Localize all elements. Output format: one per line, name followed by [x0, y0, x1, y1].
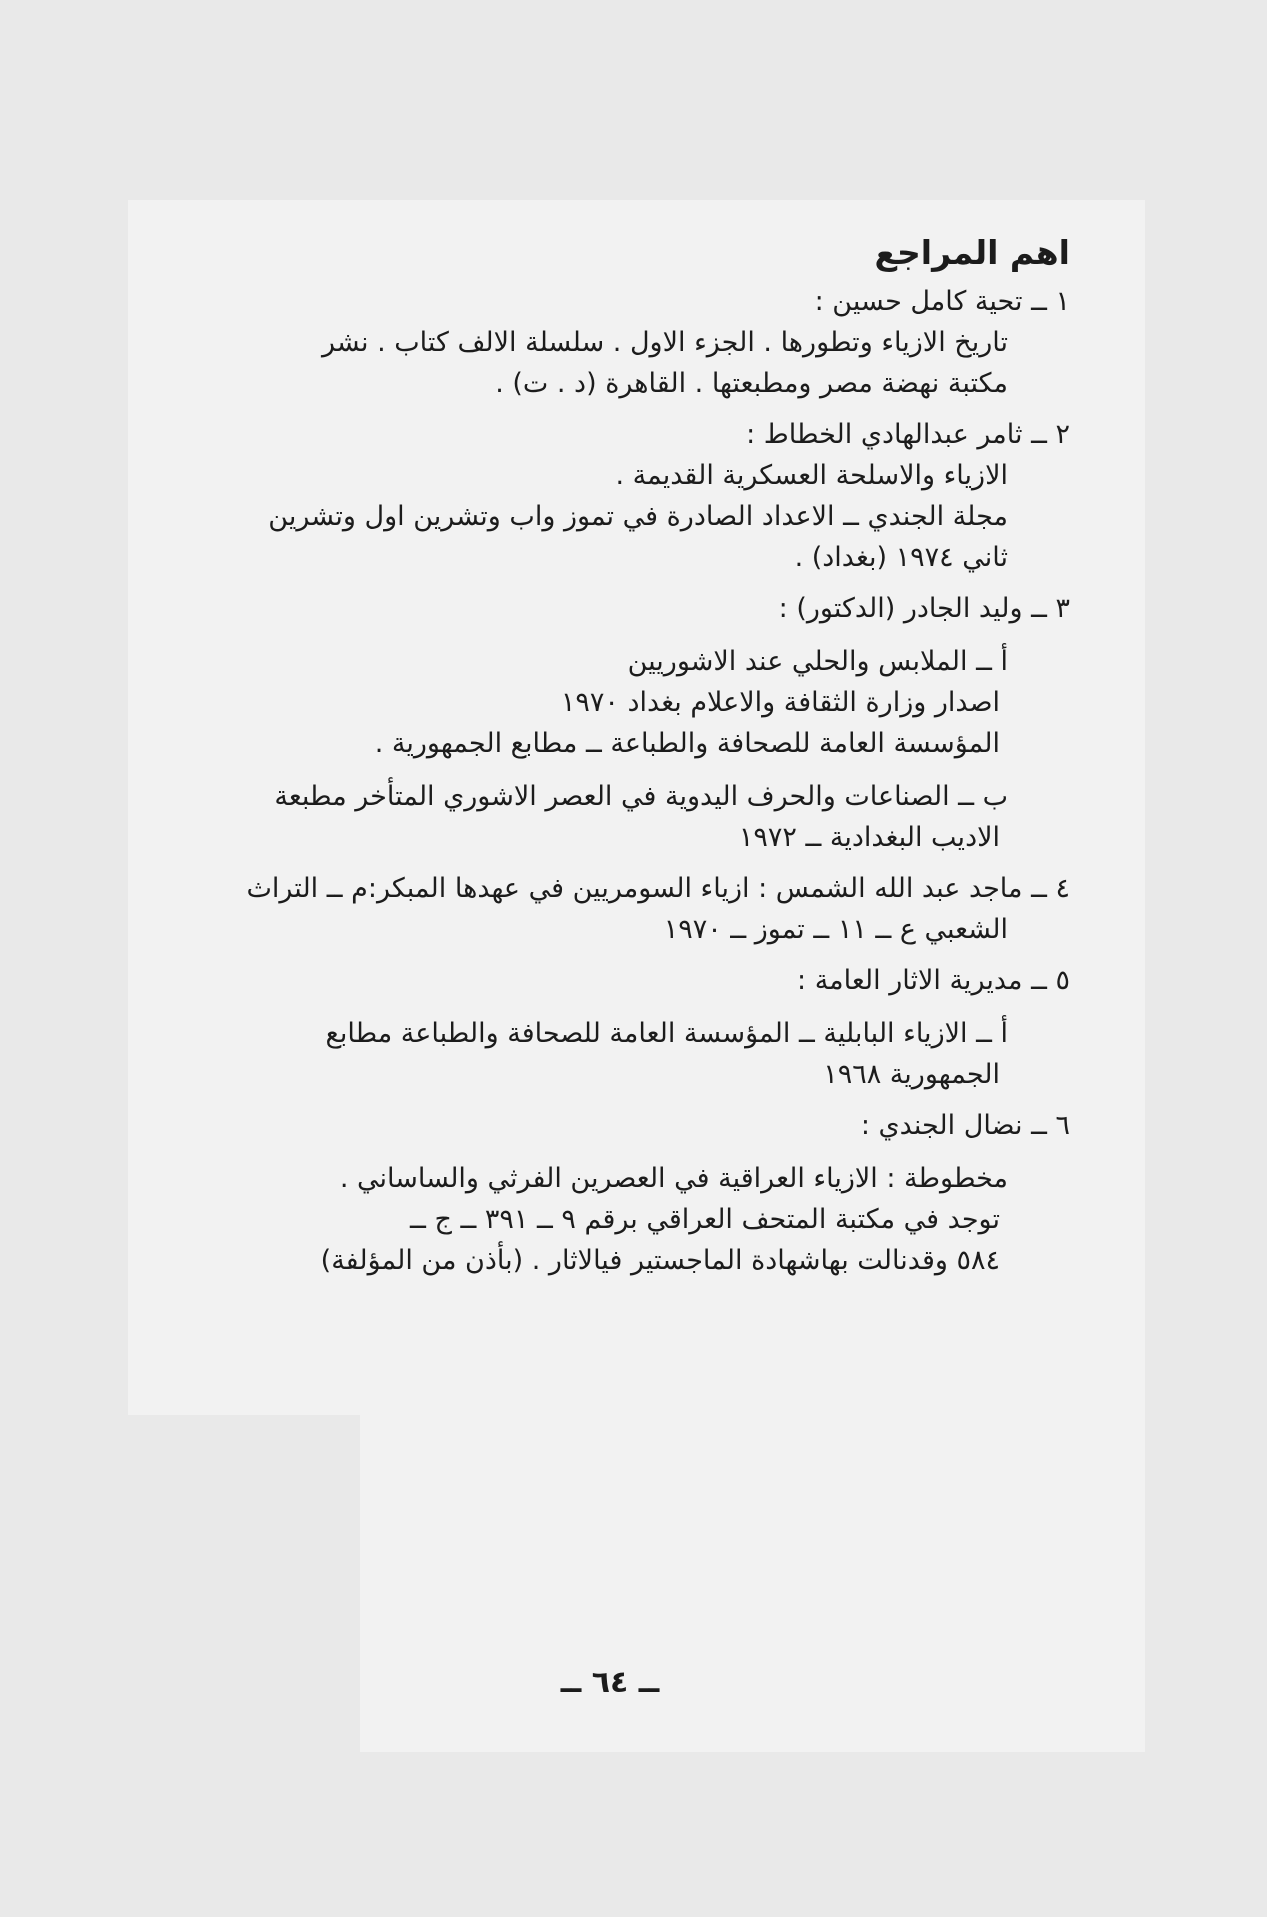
- reference-5: [190, 960, 1070, 1095]
- reference-author: ٥ ــ مديرية الاثار العامة :: [797, 965, 1070, 996]
- reference-line: الازياء والاسلحة العسكرية القديمة .: [615, 460, 1008, 491]
- reference-3: [190, 588, 1070, 858]
- reference-line: أ ــ الازياء البابلية ــ المؤسسة العامة للصحافة والطباعة مطابع: [325, 1018, 1008, 1049]
- reference-line: ٥٨٤ وقدنالت بهاشهادة الماجستير فيالاثار . (بأذن من المؤلفة): [320, 1245, 1000, 1276]
- reference-1: [190, 281, 1070, 404]
- reference-line: مخطوطة : الازياء العراقية في العصرين الفرثي والساساني .: [339, 1163, 1008, 1194]
- page-number: ــ ٦٤ ــ: [560, 1665, 660, 1700]
- reference-line: تاريخ الازياء وتطورها . الجزء الاول . سلسلة الالف كتاب . نشر: [322, 327, 1008, 358]
- reference-line: الجمهورية ١٩٦٨: [823, 1059, 1000, 1090]
- reference-line: مكتبة نهضة مصر ومطبعتها . القاهرة (د . ت) .: [495, 368, 1008, 399]
- reference-line: الشعبي ع ــ ١١ ــ تموز ــ ١٩٧٠: [663, 914, 1008, 945]
- reference-2: [190, 414, 1070, 578]
- references-section: [190, 232, 1070, 1281]
- reference-4: [190, 868, 1070, 950]
- page-sheet-lower: [360, 1415, 1145, 1752]
- reference-line: اصدار وزارة الثقافة والاعلام بغداد ١٩٧٠: [560, 687, 1000, 718]
- reference-author: ٢ ــ ثامر عبدالهادي الخطاط :: [746, 419, 1070, 450]
- reference-line: أ ــ الملابس والحلي عند الاشوريين: [627, 646, 1008, 677]
- reference-line: ثاني ١٩٧٤ (بغداد) .: [794, 542, 1008, 573]
- reference-line: ٤ ــ ماجد عبد الله الشمس : ازياء السومريين في عهدها المبكر:م ــ التراث: [246, 873, 1070, 904]
- reference-6: [190, 1105, 1070, 1281]
- reference-line: مجلة الجندي ــ الاعداد الصادرة في تموز واب وتشرين اول وتشرين: [268, 501, 1008, 532]
- references-heading: اهم المراجع: [874, 233, 1070, 272]
- reference-author: ٦ ــ نضال الجندي :: [860, 1110, 1070, 1141]
- reference-line: توجد في مكتبة المتحف العراقي برقم ٩ ــ ٣٩١ ــ ج ــ: [410, 1204, 1000, 1235]
- reference-author: ١ ــ تحية كامل حسين :: [814, 286, 1070, 317]
- reference-author: ٣ ــ وليد الجادر (الدكتور) :: [778, 593, 1070, 624]
- reference-line: ب ــ الصناعات والحرف اليدوية في العصر الاشوري المتأخر مطبعة: [274, 781, 1008, 812]
- reference-line: الاديب البغدادية ــ ١٩٧٢: [738, 822, 1000, 853]
- reference-line: المؤسسة العامة للصحافة والطباعة ــ مطابع الجمهورية .: [374, 728, 1000, 759]
